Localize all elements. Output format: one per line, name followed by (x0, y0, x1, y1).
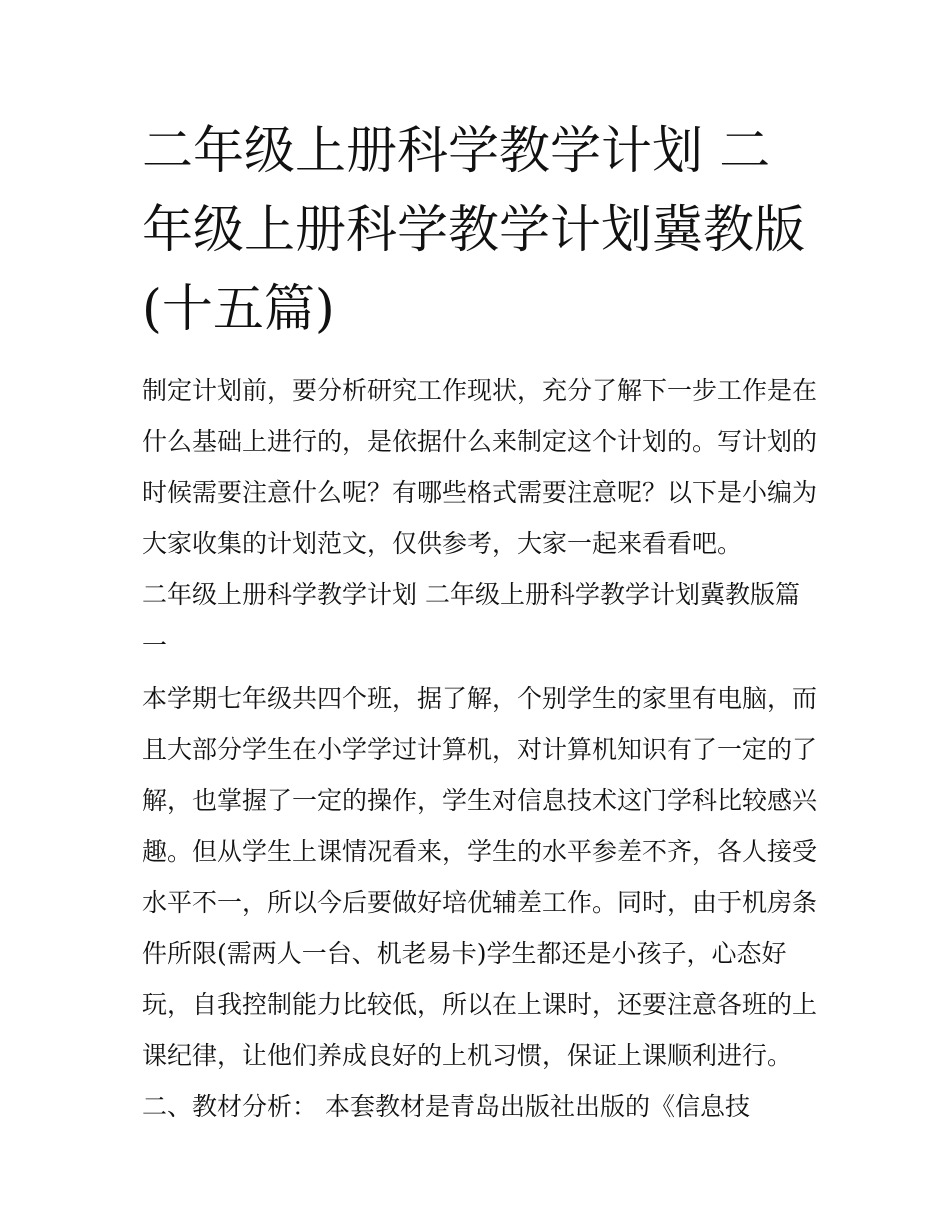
body-paragraph: 本学期七年级共四个班，据了解，个别学生的家里有电脑，而且大部分学生在小学学过计算机，对计算机知识有了一定的了解，也掌握了一定的操作，学生对信息技术这门学科比较感兴趣。但从学生上课情况看来，学生的水平参差不齐，各人接受水平不一，所以今后要做好培优辅差工作。同时，由于机房条件所限(需两人一台、机老易卡)学生都还是小孩子，心态好玩，自我控制能力比较低，所以在上课时，还要注意各班的上课纪律，让他们养成良好的上机习惯，保证上课顺利进行。 (142, 684, 818, 1070)
body-paragraph: 二、教材分析： 本套教材是青岛出版社出版的《信息技 (142, 1092, 750, 1121)
document-page (142, 112, 818, 1132)
document-title: 二年级上册科学教学计划 二年级上册科学教学计划冀教版(十五篇) (142, 122, 806, 339)
section-heading: 二年级上册科学教学计划 二年级上册科学教学计划冀教版篇一 (142, 580, 800, 660)
intro-paragraph: 制定计划前，要分析研究工作现状，充分了解下一步工作是在什么基础上进行的，是依据什么来制定这个计划的。写计划的时候需要注意什么呢？有哪些格式需要注意呢？以下是小编为大家收集的计划范文，仅供参考，大家一起来看看吧。 (142, 376, 818, 558)
